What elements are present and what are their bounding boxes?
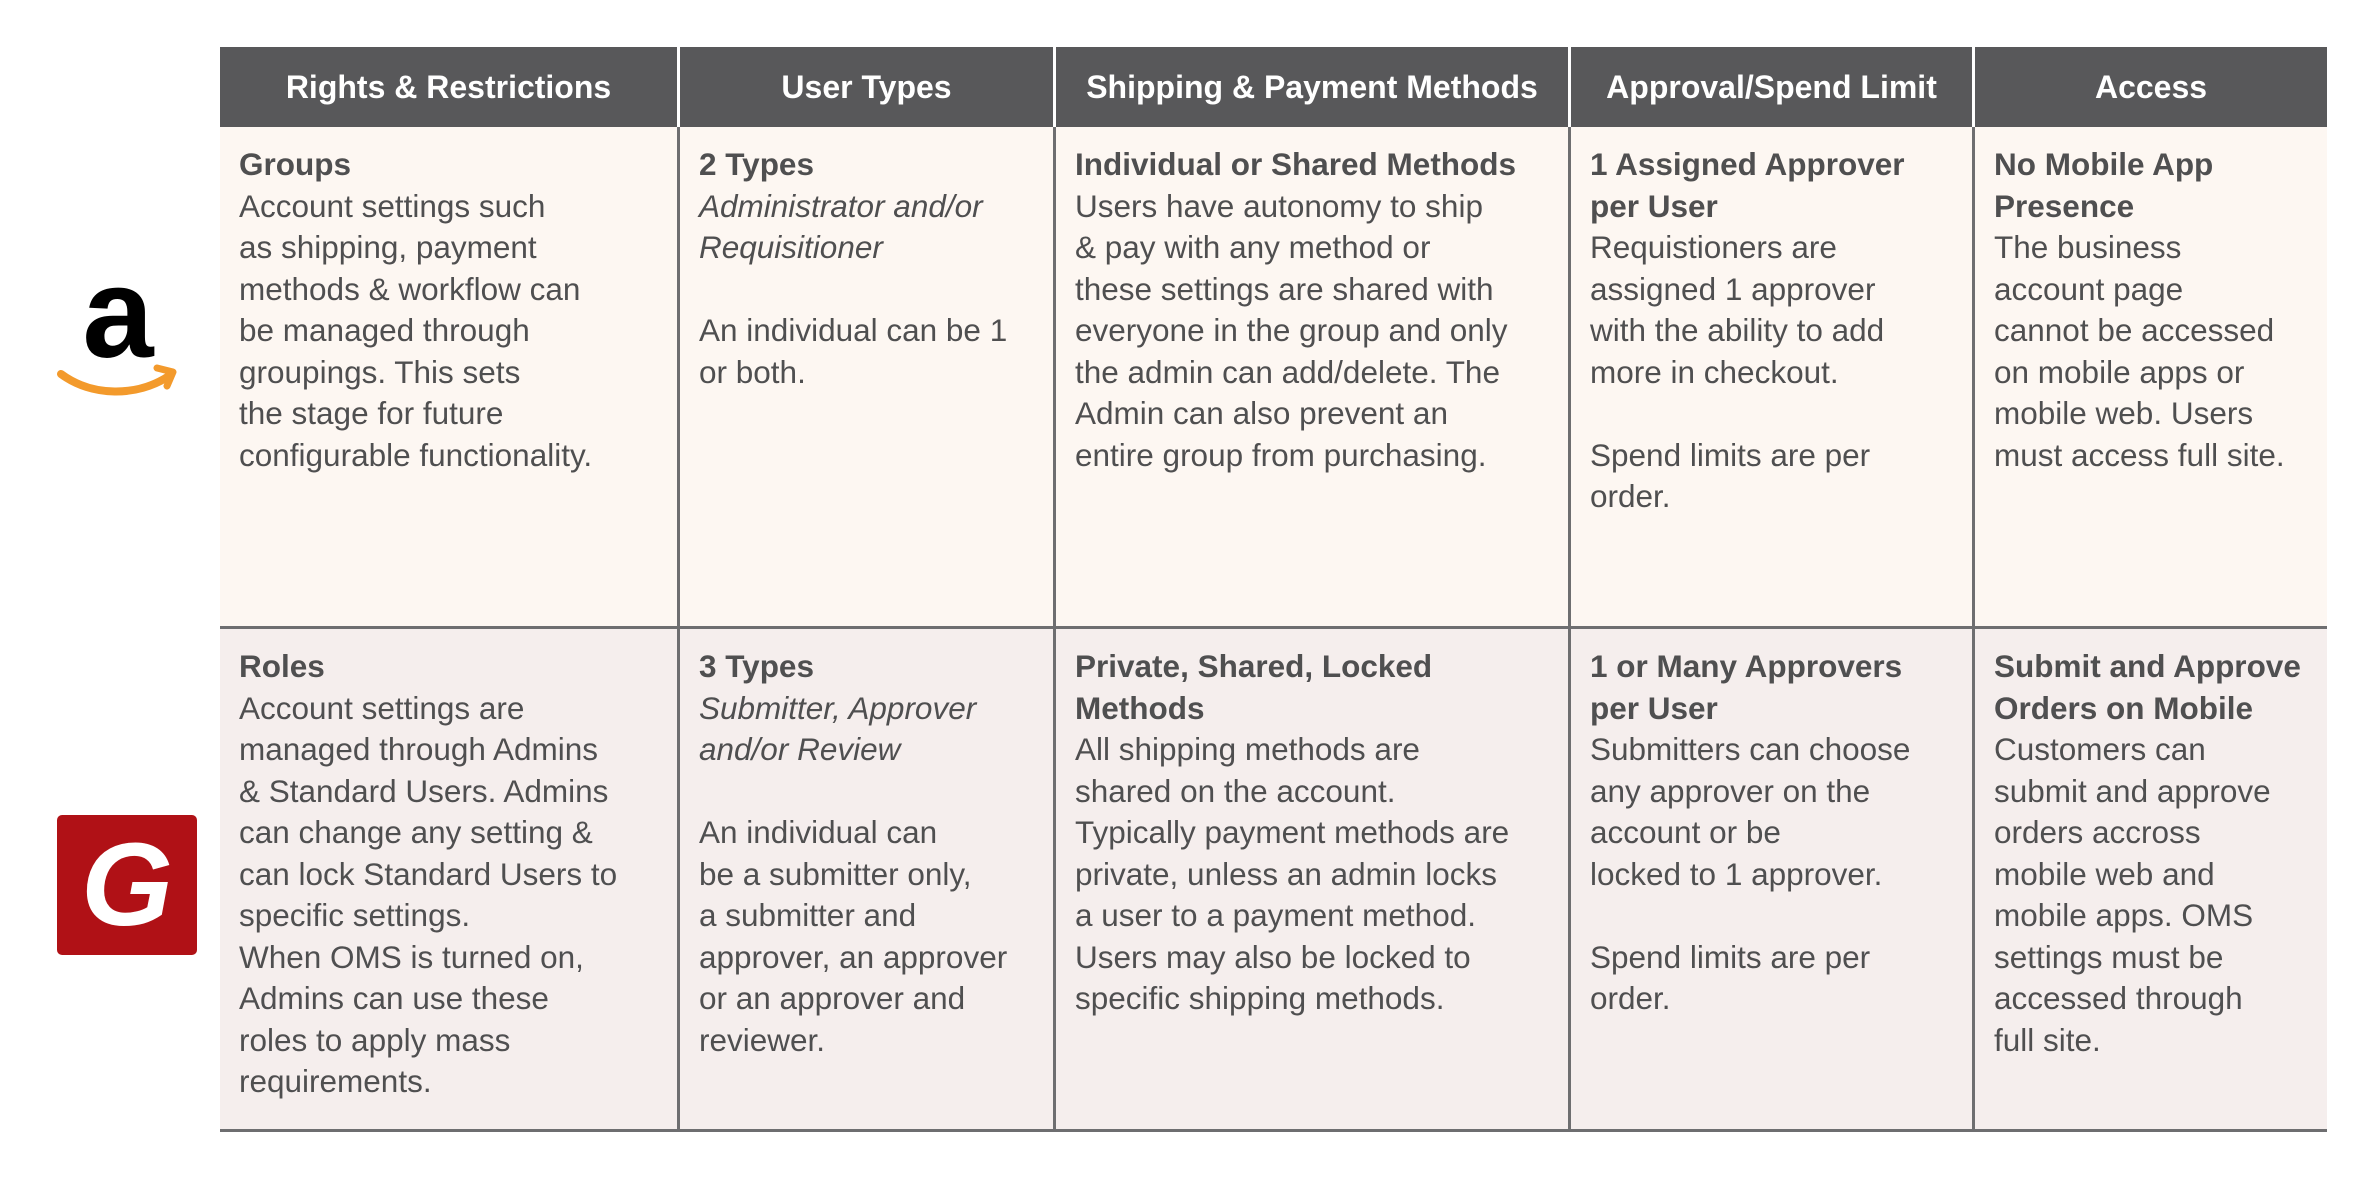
- cell-title: Submit and Approve: [1994, 648, 2301, 684]
- cell-body-line: An individual can be 1: [699, 312, 1008, 348]
- cell-body-line: settings must be: [1994, 938, 2224, 975]
- cell-body-line: shared on the account.: [1075, 772, 1396, 809]
- paragraph-gap: [1590, 895, 1954, 937]
- paragraph-gap: [699, 269, 1035, 311]
- cell-body-line: Typically payment methods are: [1075, 814, 1510, 850]
- cell-body-line: submit and approve: [1994, 772, 2271, 809]
- cell-title: per User: [1590, 187, 1718, 224]
- cell-body-line: cannot be accessed: [1994, 312, 2275, 348]
- cell-body-line: be a submitter only,: [699, 855, 972, 892]
- cell-body-line: must access full site.: [1994, 436, 2285, 473]
- cell-title: 3 Types: [699, 648, 814, 684]
- cell-title: Individual or Shared Methods: [1075, 146, 1517, 182]
- cell-body-line: or an approver and: [699, 980, 966, 1016]
- cell-body-line: a user to a payment method.: [1075, 897, 1476, 933]
- cell-body-line: Admin can also prevent an: [1075, 395, 1448, 431]
- cell-body-line: Account settings are: [239, 689, 525, 726]
- cell-body-line: order.: [1590, 478, 1671, 514]
- cell-amazon-shipping-payment-methods: [1053, 127, 1568, 629]
- cell-body-line: Submitters can choose: [1590, 731, 1911, 767]
- cell-body-line: mobile web and: [1994, 855, 2215, 892]
- cell-body-line: & Standard Users. Admins: [239, 772, 609, 809]
- cell-body-line: Account settings such: [239, 187, 546, 224]
- cell-body-line: as shipping, payment: [239, 229, 537, 265]
- cell-body-line: can change any setting &: [239, 814, 593, 850]
- grainger-logo-letter: G: [81, 819, 173, 951]
- cell-body-line: configurable functionality.: [239, 436, 593, 473]
- cell-title: 2 Types: [699, 146, 814, 182]
- cell-grainger-rights-restrictions: [220, 629, 677, 1132]
- cell-body-line: mobile apps. OMS: [1994, 897, 2254, 933]
- cell-subtitle: Submitter, Approver: [699, 689, 977, 726]
- grainger-logo-icon: [57, 815, 197, 955]
- cell-body-line: groupings. This sets: [239, 353, 521, 390]
- header-shipping-payment-methods: Shipping & Payment Methods: [1053, 47, 1568, 127]
- cell-body-line: these settings are shared with: [1075, 270, 1494, 307]
- cell-body-line: Users may also be locked to: [1075, 938, 1471, 975]
- cell-body-line: requirements.: [239, 1063, 432, 1099]
- cell-grainger-user-types: [677, 629, 1053, 1132]
- cell-body-line: All shipping methods are: [1075, 731, 1420, 767]
- cell-body-line: orders accross: [1994, 814, 2201, 850]
- cell-body-line: & pay with any method or: [1075, 229, 1431, 265]
- cell-body-line: private, unless an admin locks: [1075, 855, 1497, 892]
- header-access: Access: [1972, 47, 2327, 127]
- cell-body-line: approver, an approver: [699, 938, 1008, 975]
- cell-body-line: the stage for future: [239, 395, 504, 431]
- cell-subtitle: Administrator and/or: [699, 187, 983, 224]
- cell-grainger-access: [1972, 629, 2327, 1132]
- cell-body-line: roles to apply mass: [239, 1021, 511, 1058]
- cell-body-line: locked to 1 approver.: [1590, 855, 1883, 892]
- amazon-logo-letter: a: [82, 262, 154, 385]
- amazon-logo-icon: [57, 262, 179, 402]
- cell-body-line: mobile web. Users: [1994, 395, 2254, 431]
- cell-body-line: order.: [1590, 980, 1671, 1016]
- cell-body-line: Admins can use these: [239, 980, 549, 1016]
- cell-body-line: account or be: [1590, 814, 1781, 850]
- cell-body-line: Spend limits are per: [1590, 938, 1871, 975]
- cell-title: per User: [1590, 689, 1718, 726]
- cell-grainger-approval-spend-limit: [1568, 629, 1972, 1132]
- cell-body-line: a submitter and: [699, 897, 917, 933]
- cell-body-line: with the ability to add: [1590, 312, 1885, 348]
- cell-amazon-rights-restrictions: [220, 127, 677, 629]
- cell-body-line: on mobile apps or: [1994, 353, 2245, 390]
- cell-amazon-access: [1972, 127, 2327, 629]
- cell-body-line: be managed through: [239, 312, 530, 348]
- cell-title: Orders on Mobile: [1994, 689, 2254, 726]
- cell-body-line: assigned 1 approver: [1590, 270, 1876, 307]
- cell-amazon-approval-spend-limit: [1568, 127, 1972, 629]
- cell-body-line: specific shipping methods.: [1075, 980, 1445, 1016]
- cell-body-line: managed through Admins: [239, 731, 598, 767]
- cell-body-line: the admin can add/delete. The: [1075, 353, 1500, 390]
- cell-body-line: any approver on the: [1590, 772, 1871, 809]
- cell-body-line: full site.: [1994, 1021, 2101, 1058]
- cell-title: Methods: [1075, 689, 1205, 726]
- cell-body-line: or both.: [699, 353, 806, 390]
- cell-body-line: accessed through: [1994, 980, 2243, 1016]
- paragraph-gap: [699, 771, 1035, 813]
- comparison-table: [220, 47, 2327, 1132]
- cell-body-line: Requistioners are: [1590, 229, 1837, 265]
- cell-body-line: Users have autonomy to ship: [1075, 187, 1483, 224]
- cell-grainger-shipping-payment-methods: [1053, 629, 1568, 1132]
- cell-body-line: account page: [1994, 270, 2184, 307]
- cell-title: Roles: [239, 648, 325, 684]
- header-approval-spend-limit: Approval/Spend Limit: [1568, 47, 1972, 127]
- cell-title: 1 Assigned Approver: [1590, 146, 1905, 182]
- cell-body-line: more in checkout.: [1590, 353, 1839, 390]
- cell-body-line: can lock Standard Users to: [239, 855, 618, 892]
- cell-title: Groups: [239, 146, 352, 182]
- cell-body-line: entire group from purchasing.: [1075, 436, 1487, 473]
- cell-title: Private, Shared, Locked: [1075, 648, 1433, 684]
- cell-body-line: An individual can: [699, 814, 938, 850]
- cell-body-line: The business: [1994, 229, 2182, 265]
- cell-body-line: Spend limits are per: [1590, 436, 1871, 473]
- paragraph-gap: [1590, 393, 1954, 435]
- cell-title: No Mobile App: [1994, 146, 2214, 182]
- cell-body-line: When OMS is turned on,: [239, 938, 584, 975]
- cell-amazon-user-types: [677, 127, 1053, 629]
- cell-body-line: Customers can: [1994, 731, 2206, 767]
- cell-title: Presence: [1994, 187, 2135, 224]
- cell-subtitle: Requisitioner: [699, 229, 883, 265]
- cell-body-line: reviewer.: [699, 1021, 826, 1058]
- cell-title: 1 or Many Approvers: [1590, 648, 1903, 684]
- cell-body-line: methods & workflow can: [239, 270, 581, 307]
- cell-body-line: everyone in the group and only: [1075, 312, 1508, 348]
- cell-body-line: specific settings.: [239, 897, 471, 933]
- header-user-types: User Types: [677, 47, 1053, 127]
- header-rights-restrictions: Rights & Restrictions: [220, 47, 677, 127]
- cell-subtitle: and/or Review: [699, 731, 901, 767]
